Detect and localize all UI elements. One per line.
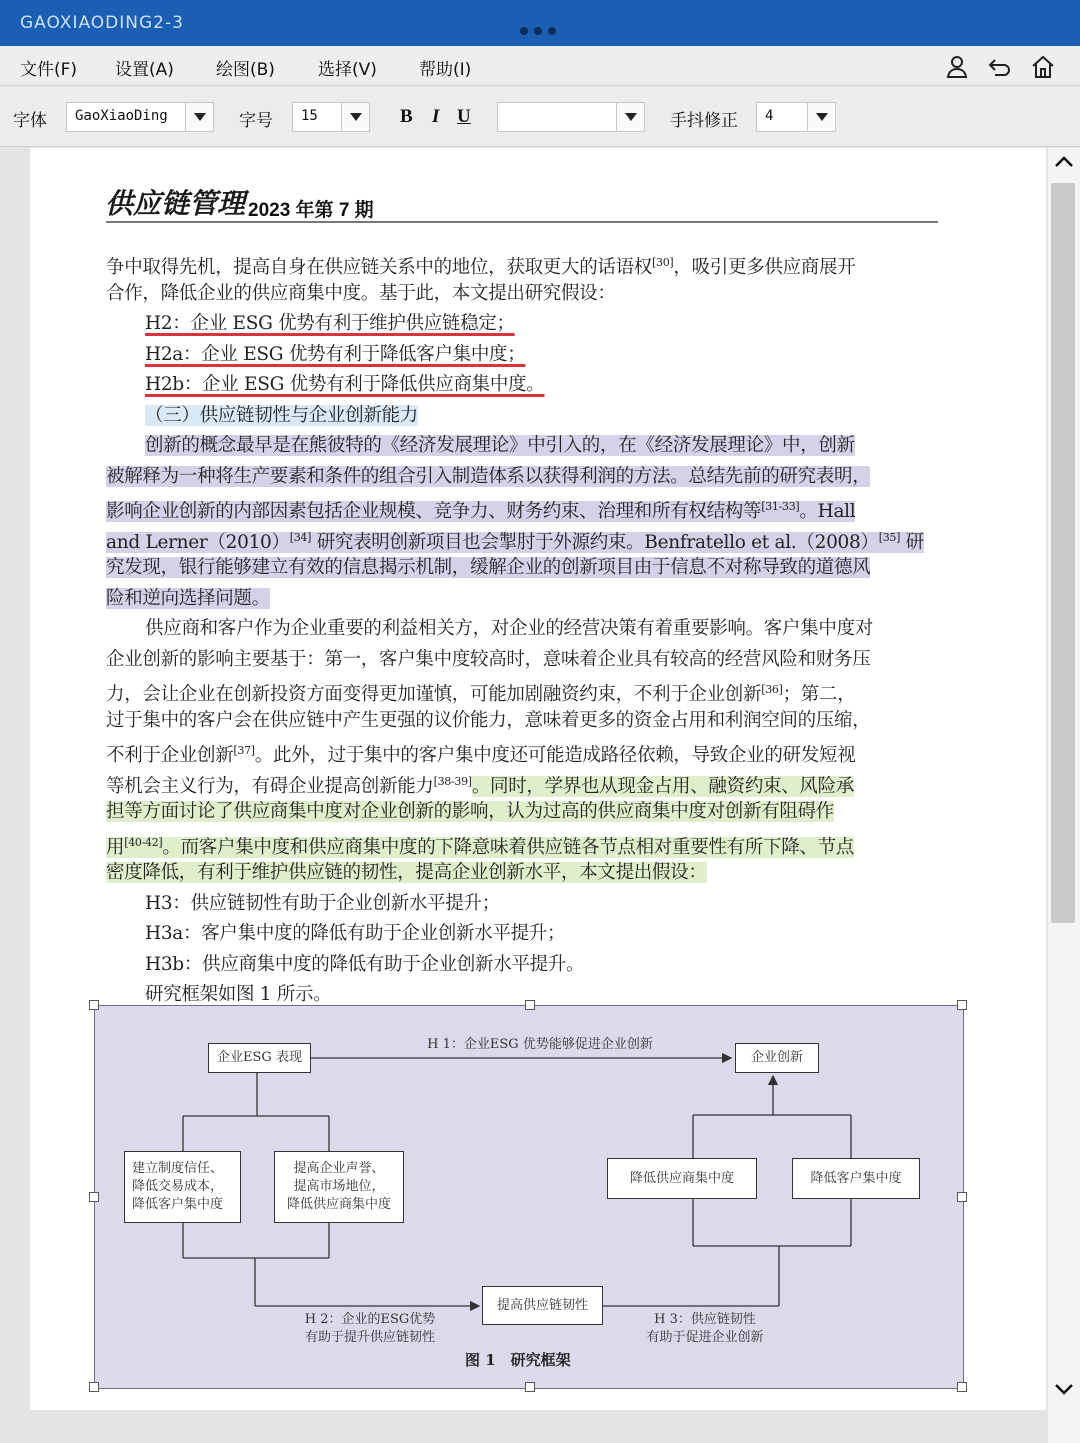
esg-performance-box: 企业ESG 表现: [208, 1043, 311, 1073]
chevron-down-icon[interactable]: [185, 103, 213, 131]
hypothesis-h3a: H3a：客户集中度的降低有助于企业创新水平提升；: [145, 923, 566, 944]
text-line: 供应商和客户作为企业重要的利益相关方，对企业的经营决策有着重要影响。客户集中度对: [145, 618, 874, 639]
scrollbar-thumb[interactable]: [1051, 183, 1075, 923]
text-line: 担等方面讨论了供应商集中度对企业创新的影响，认为过高的供应商集中度对创新有阻碍作: [106, 801, 835, 822]
text-line: 被解释为一种将生产要素和条件的组合引入制造体系以获得利润的方法。总结先前的研究表明，: [106, 466, 871, 487]
text-line: 研究框架如图 1 所示。: [145, 984, 332, 1005]
h2-label: H 2：企业的ESG优势 有助于提升供应链韧性: [304, 1312, 436, 1345]
chevron-down-icon[interactable]: [807, 103, 835, 131]
hypothesis-h2: H2：企业 ESG 优势有利于维护供应链稳定；: [145, 313, 515, 334]
tremor-value: 4: [765, 108, 774, 124]
size-select[interactable]: [292, 102, 370, 132]
text-line: 过于集中的客户会在供应链中产生更强的议价能力，意味着更多的资金占用和利润空间的压缩，: [106, 710, 871, 731]
user-icon[interactable]: [944, 54, 970, 80]
text-line: 用[40-42]。而客户集中度和供应商集中度的下降意味着供应链各节点相对重要性有所下降、节点: [106, 836, 855, 859]
innovation-box: 企业创新: [735, 1043, 819, 1073]
menu-file[interactable]: 文件(F): [20, 60, 78, 80]
reputation-market-box: 提高企业声誉、 提高市场地位， 降低供应商集中度: [274, 1151, 404, 1223]
document-area[interactable]: [0, 148, 1048, 1443]
format-toolbar: [0, 87, 1080, 147]
section-heading: （三）供应链韧性与企业创新能力: [145, 405, 419, 426]
trust-cost-box: 建立制度信任、 降低交易成本， 降低客户集中度: [124, 1151, 241, 1223]
menu-settings[interactable]: 设置(A): [115, 60, 174, 80]
supply-chain-resilience-box: 提高供应链韧性: [482, 1286, 603, 1325]
size-label: 字号: [239, 111, 273, 131]
hypothesis-h3b: H3b：供应商集中度的降低有助于企业创新水平提升。: [145, 954, 585, 975]
font-value: GaoXiaoDing: [75, 108, 168, 124]
menu-draw[interactable]: 绘图(B): [216, 60, 275, 80]
h1-label: H 1：企业ESG 优势能够促进企业创新: [427, 1037, 653, 1052]
figure-caption: 图 1 研究框架: [465, 1351, 571, 1369]
menu-select[interactable]: 选择(V): [318, 60, 377, 80]
font-select[interactable]: [66, 102, 214, 132]
research-framework-figure[interactable]: [94, 1005, 964, 1389]
issue-label: 2023 年第 7 期: [248, 200, 374, 221]
tremor-label: 手抖修正: [670, 111, 738, 131]
text-line: 究发现，银行能够建立有效的信息揭示机制，缓解企业的创新项目由于信息不对称导致的道德风: [106, 557, 871, 578]
hypothesis-h2b: H2b：企业 ESG 优势有利于降低供应商集中度。: [145, 374, 545, 395]
resize-handle[interactable]: [89, 1192, 99, 1202]
chevron-up-icon[interactable]: [1053, 154, 1075, 170]
style-select[interactable]: [497, 102, 645, 132]
app-title: GAOXIAODING2-3: [20, 13, 184, 33]
resize-handle[interactable]: [957, 1000, 967, 1010]
h3-label: H 3：供应链韧性 有助于促进企业创新: [646, 1312, 764, 1345]
menu-help[interactable]: 帮助(I): [419, 60, 472, 80]
font-label: 字体: [13, 111, 47, 131]
text-line: 密度降低，有利于维护供应链的韧性，提高企业创新水平，本文提出假设：: [106, 862, 707, 883]
text-line: and Lerner（2010）[34] 研究表明创新项目也会掣肘于外源约束。Benfratello et al.（2008）[35] 研: [106, 531, 924, 554]
reduce-customer-concentration-box: 降低客户集中度: [792, 1158, 920, 1199]
italic-button[interactable]: I: [432, 106, 440, 127]
chevron-down-icon[interactable]: [616, 103, 644, 131]
document-page[interactable]: [30, 148, 1046, 1410]
bold-button[interactable]: B: [400, 106, 413, 127]
title-bar: [0, 0, 1080, 46]
resize-handle[interactable]: [957, 1382, 967, 1392]
underline-button[interactable]: U: [457, 106, 471, 127]
text-line: 创新的概念最早是在熊彼特的《经济发展理论》中引入的，在《经济发展理论》中，创新: [145, 435, 855, 456]
text-line: 不利于企业创新[37]。此外，过于集中的客户集中度还可能造成路径依赖，导致企业的研发短视: [106, 744, 856, 767]
hypothesis-h3: H3：供应链韧性有助于企业创新水平提升；: [145, 893, 500, 914]
hypothesis-h2a: H2a：企业 ESG 优势有利于降低客户集中度；: [145, 344, 526, 365]
menu-bar: [0, 46, 1080, 86]
resize-handle[interactable]: [525, 1000, 535, 1010]
text-line: 合作，降低企业的供应商集中度。基于此，本文提出研究假设：: [106, 283, 616, 304]
resize-handle[interactable]: [89, 1000, 99, 1010]
reduce-supplier-concentration-box: 降低供应商集中度: [607, 1158, 757, 1199]
chevron-down-icon[interactable]: [1053, 1381, 1075, 1397]
vertical-scrollbar[interactable]: [1048, 148, 1080, 1443]
text-line: 力，会让企业在创新投资方面变得更加谨慎，可能加剧融资约束，不利于企业创新[36]；第二，: [106, 683, 856, 706]
text-line: 影响企业创新的内部因素包括企业规模、竞争力、财务约束、治理和所有权结构等[31-33]。Hall: [106, 500, 856, 523]
resize-handle[interactable]: [525, 1382, 535, 1392]
chevron-down-icon[interactable]: [341, 103, 369, 131]
header-rule: [106, 221, 938, 223]
resize-handle[interactable]: [957, 1192, 967, 1202]
text-line: 企业创新的影响主要基于：第一，客户集中度较高时，意味着企业具有较高的经营风险和财务压: [106, 649, 871, 670]
home-icon[interactable]: [1030, 54, 1056, 80]
text-line: 险和逆向选择问题。: [106, 588, 270, 609]
text-line: 争中取得先机，提高自身在供应链关系中的地位，获取更大的话语权[30]，吸引更多供应商展开: [106, 256, 856, 279]
resize-handle[interactable]: [89, 1382, 99, 1392]
undo-icon[interactable]: [987, 54, 1013, 80]
journal-name: 供应链管理: [105, 187, 246, 220]
text-line: 等机会主义行为，有碍企业提高创新能力[38-39]。同时，学界也从现金占用、融资约束、风险承: [106, 775, 855, 798]
tremor-select[interactable]: [756, 102, 836, 132]
more-options-icon[interactable]: [520, 20, 564, 30]
size-value: 15: [301, 108, 318, 124]
